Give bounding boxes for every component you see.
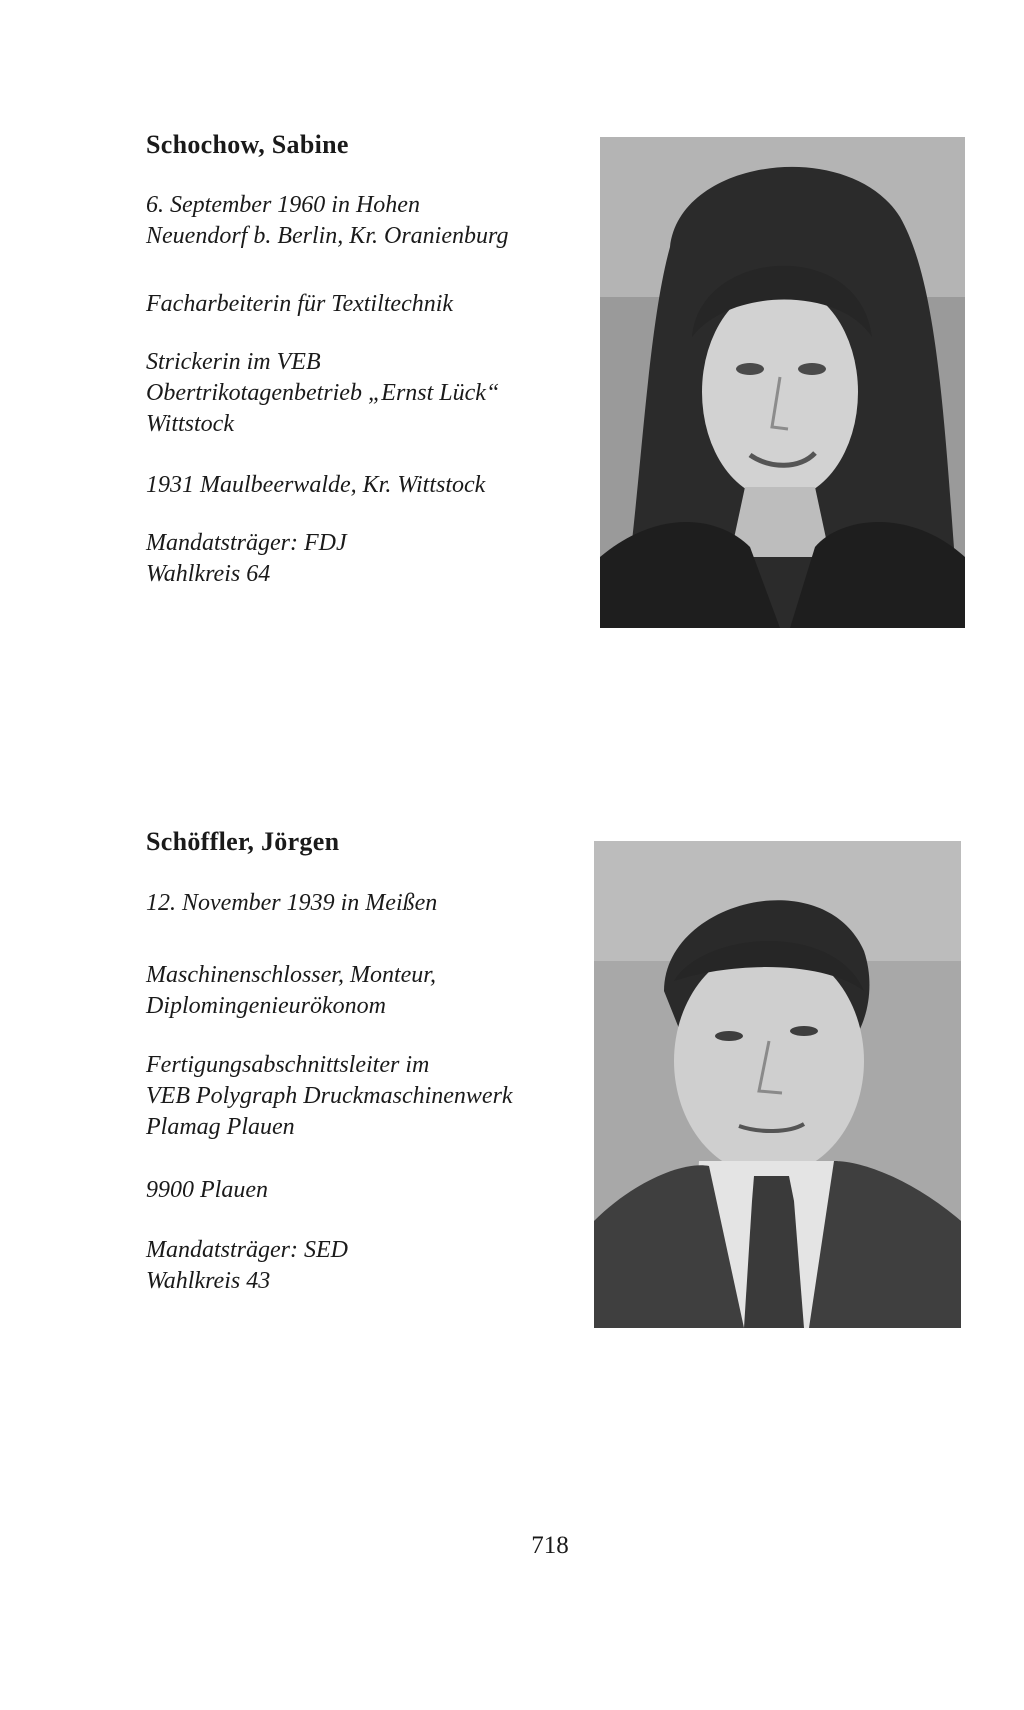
address-line: 1931 Maulbeerwalde, Kr. Wittstock <box>146 472 486 498</box>
person-name: Schochow, Sabine <box>146 130 349 159</box>
entry-schoeffler <box>0 700 1024 1420</box>
birth-line: 12. November 1939 in Meißen <box>146 890 438 916</box>
qualification <box>146 960 436 1022</box>
qualification-line: Facharbeiterin für Textiltechnik <box>146 291 454 317</box>
occupation-line: Fertigungsabschnittsleiter im <box>146 1052 430 1078</box>
address <box>146 1175 268 1206</box>
portrait-man-image <box>594 841 961 1328</box>
portrait-woman-image <box>600 137 965 628</box>
address-line: 9900 Plauen <box>146 1177 268 1203</box>
qualification-line: Maschinenschlosser, Monteur, <box>146 962 436 988</box>
qualification-line: Diplomingenieurökonom <box>146 993 386 1019</box>
occupation-line: VEB Polygraph Druckmaschinenwerk <box>146 1083 513 1109</box>
entry-schochow <box>0 0 1024 700</box>
portrait-photo <box>600 137 965 628</box>
qualification <box>146 289 453 320</box>
occupation-line: Plamag Plauen <box>146 1114 295 1140</box>
mandate <box>146 528 347 590</box>
page-number: 718 <box>531 1532 569 1559</box>
birth-line: Neuendorf b. Berlin, Kr. Oranienburg <box>146 223 509 249</box>
occupation <box>146 1050 513 1143</box>
birth-info <box>146 190 508 252</box>
portrait-photo <box>594 841 961 1328</box>
occupation-line: Strickerin im VEB <box>146 349 321 375</box>
mandate-line: Mandatsträger: FDJ <box>146 530 347 556</box>
mandate-line: Mandatsträger: SED <box>146 1237 348 1263</box>
occupation-line: Wittstock <box>146 411 234 437</box>
occupation-line: Obertrikotagenbetrieb „Ernst Lück“ <box>146 380 500 406</box>
birth-line: 6. September 1960 in Hohen <box>146 192 420 218</box>
mandate-line: Wahlkreis 43 <box>146 1268 271 1294</box>
birth-info <box>146 888 437 919</box>
person-name: Schöffler, Jörgen <box>146 827 340 856</box>
occupation <box>146 347 499 440</box>
mandate <box>146 1235 348 1297</box>
mandate-line: Wahlkreis 64 <box>146 561 271 587</box>
address <box>146 470 485 501</box>
